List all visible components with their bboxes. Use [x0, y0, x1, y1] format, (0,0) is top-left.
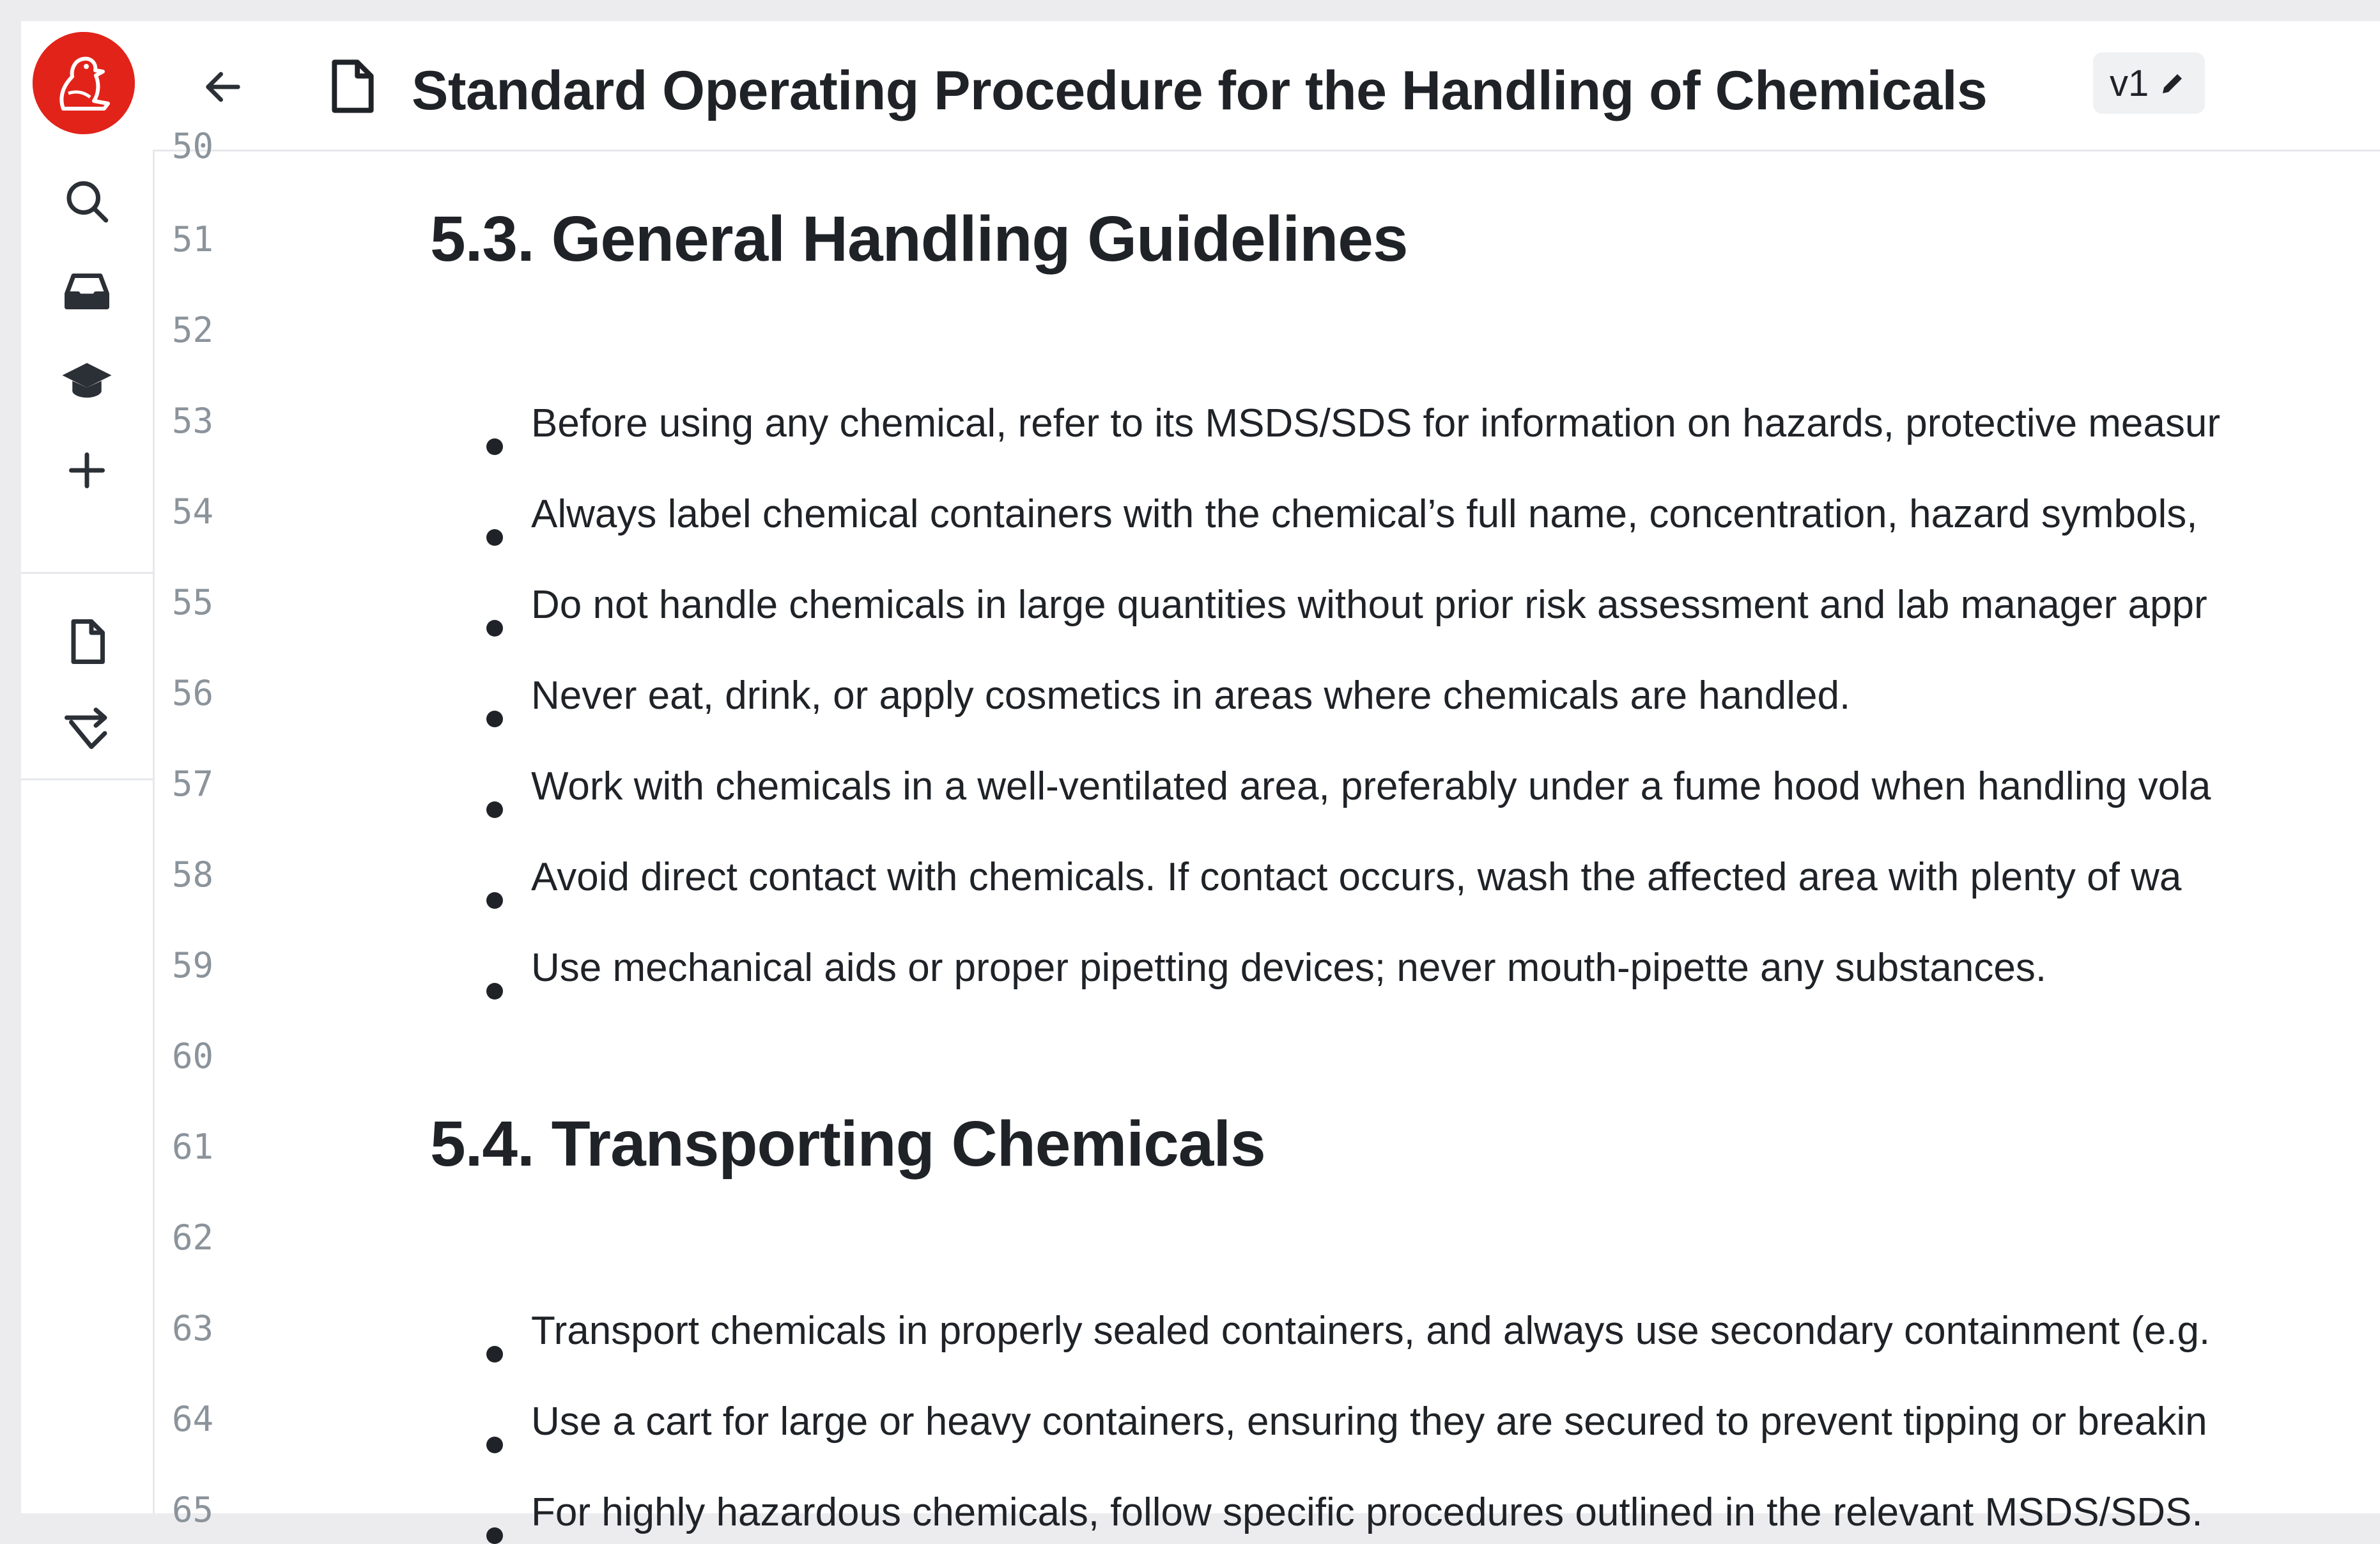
list-bullet: [486, 529, 503, 546]
list-bullet: [486, 711, 503, 727]
section-heading: 5.4. Transporting Chemicals: [430, 1108, 1265, 1180]
inbox-button[interactable]: [49, 253, 125, 330]
line-number: 50: [172, 126, 214, 166]
line-number: 58: [172, 854, 214, 895]
line-number: 55: [172, 582, 214, 622]
learning-button[interactable]: [49, 343, 125, 419]
list-item: Avoid direct contact with chemicals. If contact occurs, wash the affected area with plenty of wa: [531, 855, 2182, 899]
seal-logo-icon: [33, 32, 135, 134]
list-item: Work with chemicals in a well-ventilated area, preferably under a fume hood when handling vola: [531, 764, 2211, 808]
share-button[interactable]: [49, 693, 125, 769]
back-button[interactable]: [197, 61, 249, 112]
inbox-icon: [60, 265, 114, 318]
list-item: Use mechanical aids or proper pipetting devices; never mouth-pipette any substances.: [531, 946, 2047, 990]
line-number: 64: [172, 1399, 214, 1439]
sidebar-divider: [21, 778, 153, 780]
arrow-left-icon: [197, 61, 249, 112]
version-badge[interactable]: [2093, 52, 2205, 114]
line-number: 53: [172, 401, 214, 441]
version-label: v1: [2110, 62, 2149, 104]
document-icon: [328, 59, 377, 114]
plus-icon: [60, 444, 114, 497]
list-item: Always label chemical containers with the chemical’s full name, concentration, hazard symbols,: [531, 492, 2198, 536]
list-bullet: [486, 438, 503, 455]
list-item: Use a cart for large or heavy containers, ensuring they are secured to prevent tipping or breakin: [531, 1400, 2207, 1444]
line-number: 63: [172, 1308, 214, 1348]
line-number: 51: [172, 219, 214, 259]
pencil-icon: [2158, 68, 2188, 98]
line-number: 61: [172, 1127, 214, 1167]
search-button[interactable]: [49, 163, 125, 240]
page-title: Standard Operating Procedure for the Handling of Chemicals: [412, 60, 1988, 121]
line-number: 52: [172, 310, 214, 350]
document-header: [153, 21, 2380, 151]
graduation-cap-icon: [60, 354, 114, 408]
line-number: 62: [172, 1217, 214, 1258]
list-item: Transport chemicals in properly sealed containers, and always use secondary containment (e.g.: [531, 1309, 2211, 1353]
document-icon: [60, 615, 114, 668]
list-bullet: [486, 983, 503, 1000]
section-heading: 5.3. General Handling Guidelines: [430, 203, 1408, 275]
share-icon: [60, 704, 114, 758]
list-bullet: [486, 1527, 503, 1544]
brand-logo[interactable]: [33, 32, 135, 134]
app-window: [21, 21, 2380, 1534]
list-item: Do not handle chemicals in large quantities without prior risk assessment and lab manager appr: [531, 583, 2207, 627]
list-bullet: [486, 801, 503, 818]
sidebar: [21, 21, 155, 1513]
line-number: 54: [172, 491, 214, 532]
line-number: 56: [172, 673, 214, 713]
line-number: 65: [172, 1490, 214, 1530]
search-icon: [60, 174, 114, 228]
list-item: Never eat, drink, or apply cosmetics in areas where chemicals are handled.: [531, 674, 1851, 718]
document-editor[interactable]: [153, 126, 2380, 1534]
list-bullet: [486, 620, 503, 637]
sidebar-divider: [21, 572, 153, 574]
list-bullet: [486, 1346, 503, 1363]
list-bullet: [486, 892, 503, 909]
line-number: 57: [172, 764, 214, 804]
add-button[interactable]: [49, 432, 125, 509]
list-bullet: [486, 1437, 503, 1453]
line-number: 59: [172, 945, 214, 985]
documents-button[interactable]: [49, 603, 125, 680]
list-item: For highly hazardous chemicals, follow specific procedures outlined in the relevant MSDS/SDS.: [531, 1490, 2203, 1534]
line-number: 60: [172, 1036, 214, 1076]
list-item: Before using any chemical, refer to its MSDS/SDS for information on hazards, protective measur: [531, 401, 2221, 445]
